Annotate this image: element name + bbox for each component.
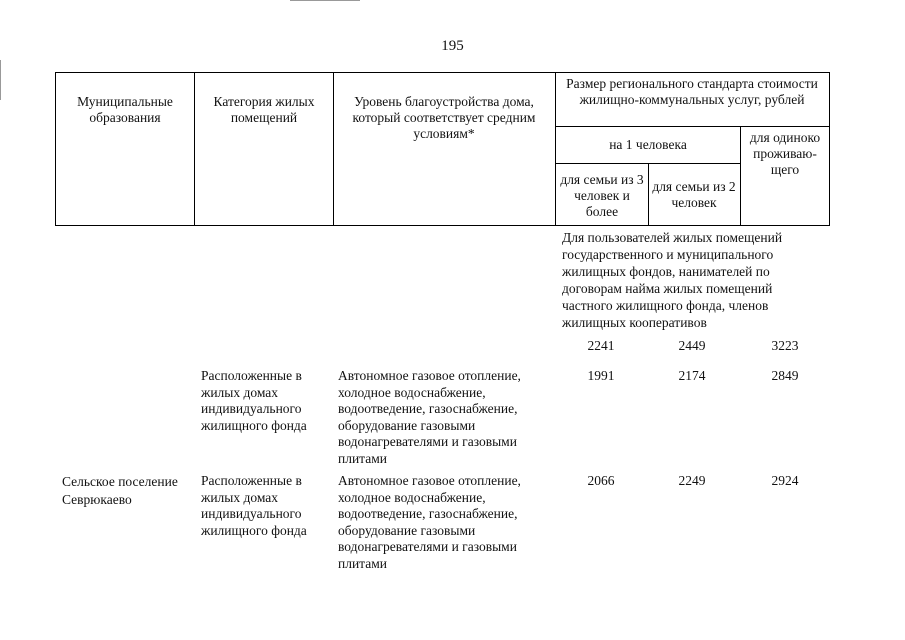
scan-top-mark — [290, 0, 360, 1]
header-standard: Размер регионального стандарта стоимости жилищно-коммунальных услуг, рублей — [566, 76, 818, 107]
section-note: Для пользователей жилых помещений государственного и муниципального жилищных фондов, нанимателей по договорам найма жилых помещений частного жилищного фонда, членов жилищных кооперативов — [562, 230, 783, 330]
header-municipality: Муниципальные образования — [77, 94, 173, 125]
header-single: для одиноко проживаю-щего — [749, 130, 821, 177]
level-cell: Автономное газовое отопление, холодное водоснабжение, водоотведение, газоснабжение, оборудование газовыми водонагревателями и газовыми плитами — [338, 368, 521, 466]
value-family-2: 2449 — [678, 338, 706, 353]
value-family-2: 2249 — [678, 473, 706, 488]
category-cell: Расположенные в жилых домах индивидуального жилищного фонда — [201, 473, 307, 538]
value-family-3plus: 2066 — [587, 473, 615, 488]
header-family-3plus: для семьи из 3 человек и более — [560, 172, 644, 219]
value-family-3plus: 1991 — [587, 368, 615, 383]
value-family-2: 2174 — [678, 368, 706, 383]
municipality-cell: Сельское поселение Севрюкаево — [62, 474, 178, 507]
scan-edge-mark — [0, 60, 1, 100]
value-family-3plus: 2241 — [587, 338, 615, 353]
level-cell: Автономное газовое отопление, холодное водоснабжение, водоотведение, газоснабжение, оборудование газовыми водонагревателями и газовыми плитами — [338, 473, 521, 571]
header-per-person: на 1 человека — [609, 137, 687, 152]
header-family-2: для семьи из 2 человек — [652, 179, 736, 210]
category-cell: Расположенные в жилых домах индивидуального жилищного фонда — [201, 368, 307, 433]
header-category: Категория жилых помещений — [213, 94, 315, 125]
value-single: 3223 — [771, 338, 799, 353]
header-level: Уровень благоустройства дома, который соответствует средним условиям* — [352, 94, 536, 141]
value-single: 2849 — [771, 368, 799, 383]
value-single: 2924 — [771, 473, 799, 488]
page-number: 195 — [441, 38, 464, 54]
